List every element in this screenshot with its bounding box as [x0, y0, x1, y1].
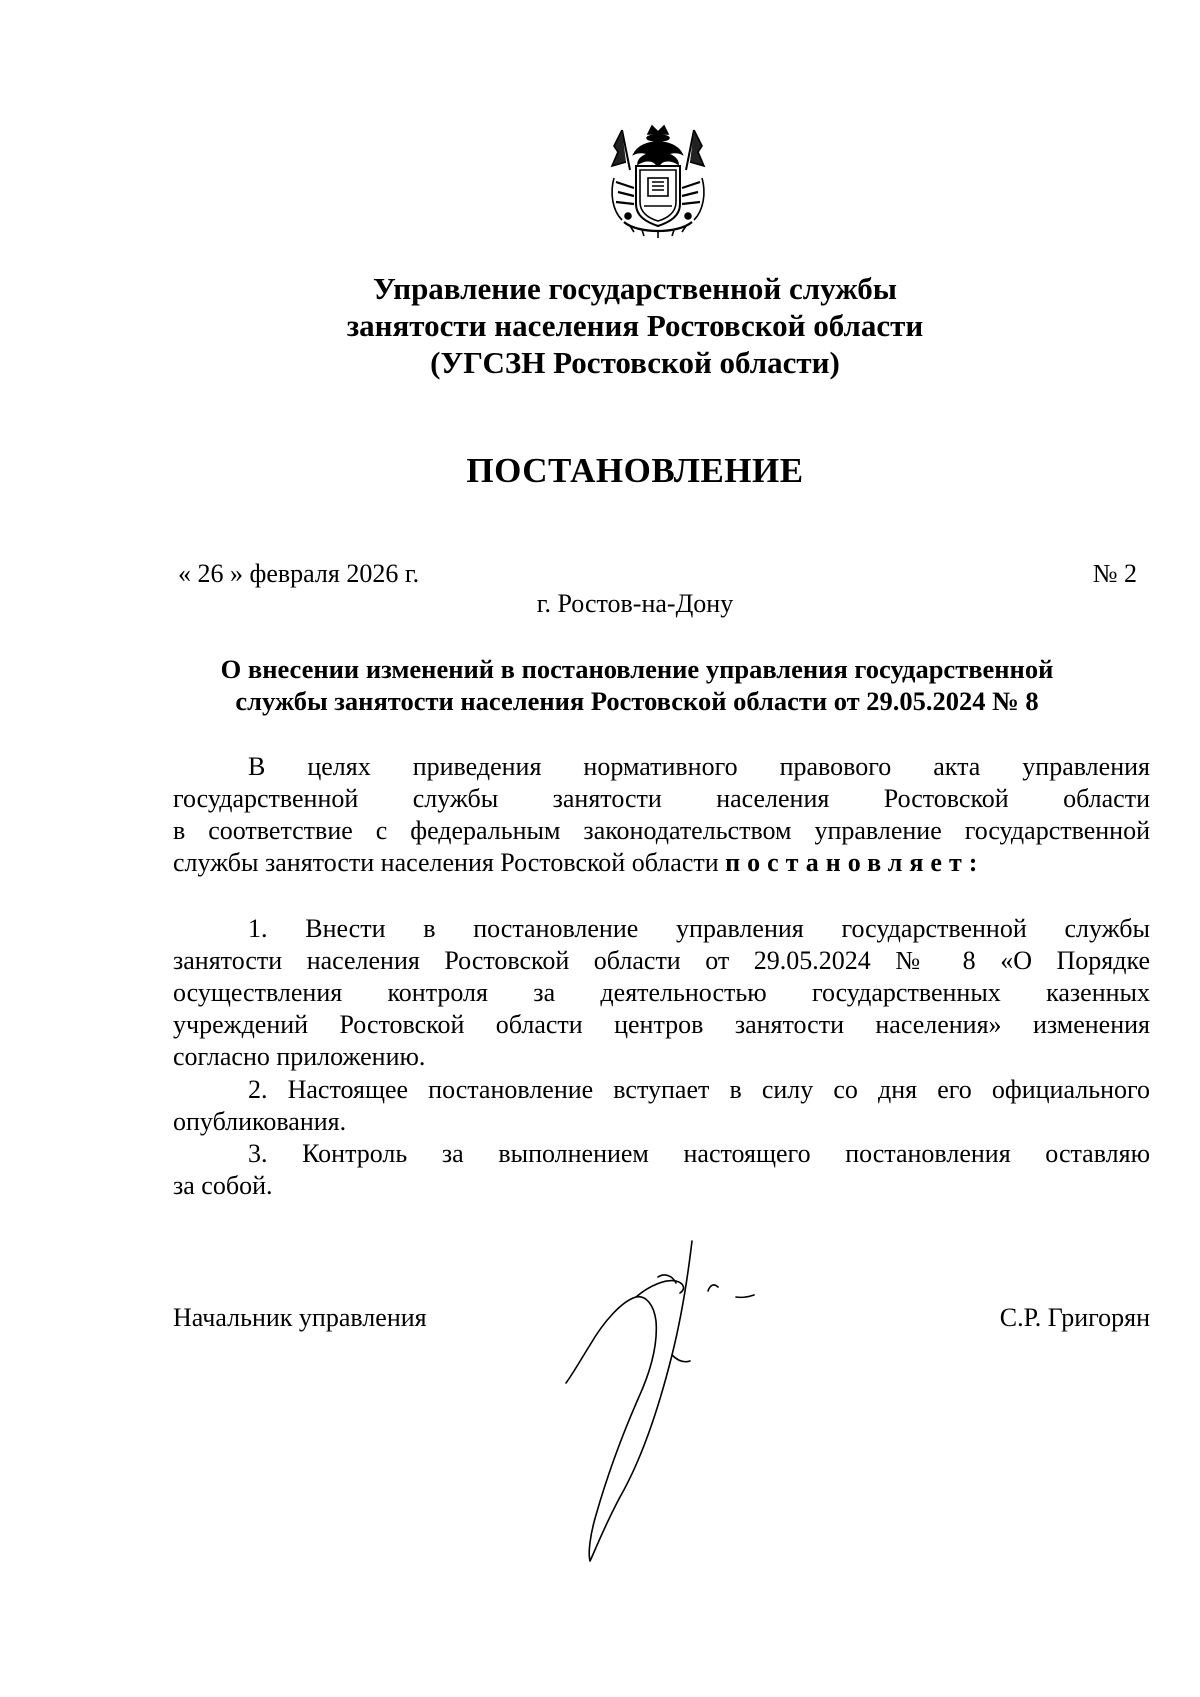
item-1-line-5: согласно приложению.	[173, 1042, 426, 1071]
preamble-line-1: В целях приведения нормативного правового акта управления	[248, 752, 1150, 781]
handwritten-signature-icon	[560, 1235, 800, 1565]
item-2-line-2: опубликования.	[173, 1107, 347, 1136]
document-type-heading: ПОСТАНОВЛЕНИЕ	[466, 451, 804, 490]
item-1-line-3: осуществления контроля за деятельностью государственных казенных	[173, 978, 1150, 1007]
item-1-paragraph	[173, 913, 1150, 1073]
preamble-line-4-text: службы занятости населения Ростовской области	[173, 848, 719, 877]
coat-of-arms-icon	[608, 122, 708, 240]
decree-word: постановляет:	[725, 848, 985, 877]
item-3-paragraph	[173, 1138, 1150, 1202]
signatory-position: Начальник управления	[173, 1303, 427, 1332]
document-date: « 26 » февраля 2026 г.	[178, 559, 420, 588]
item-3-line-2: за собой.	[173, 1171, 273, 1200]
preamble-line-4	[173, 847, 1150, 879]
item-1-line-1: 1. Внести в постановление управления государственной службы	[248, 914, 1150, 943]
preamble-line-2: государственной службы занятости населения Ростовской области	[173, 784, 1150, 813]
item-1-line-2: занятости населения Ростовской области от 29.05.2024 № 8 «О Порядке	[173, 946, 1150, 975]
subject-line-1: О внесении изменений в постановление управления государственной	[220, 654, 1054, 684]
document-subject	[172, 653, 1102, 717]
item-3-line-1: 3. Контроль за выполнением настоящего постановления оставляю	[248, 1139, 1150, 1168]
item-1-line-4: учреждений Ростовской области центров занятости населения» изменения	[173, 1010, 1150, 1039]
org-title-line-1: Управление государственной службы	[373, 271, 897, 306]
document-number: № 2	[1092, 559, 1137, 588]
preamble-line-3: в соответствие с федеральным законодательством управление государственной	[173, 816, 1150, 845]
document-place: г. Ростов-на-Дону	[536, 589, 734, 618]
org-title-line-2: занятости населения Ростовской области	[346, 308, 924, 343]
subject-line-2: службы занятости населения Ростовской области от 29.05.2024 № 8	[235, 686, 1039, 716]
item-2-line-1: 2. Настоящее постановление вступает в силу со дня его официального	[248, 1075, 1150, 1104]
organization-title	[200, 270, 1070, 381]
item-2-paragraph	[173, 1074, 1150, 1138]
preamble-paragraph	[173, 751, 1150, 879]
signatory-name: С.Р. Григорян	[999, 1303, 1150, 1332]
org-title-line-3: (УГСЗН Ростовской области)	[430, 345, 840, 380]
